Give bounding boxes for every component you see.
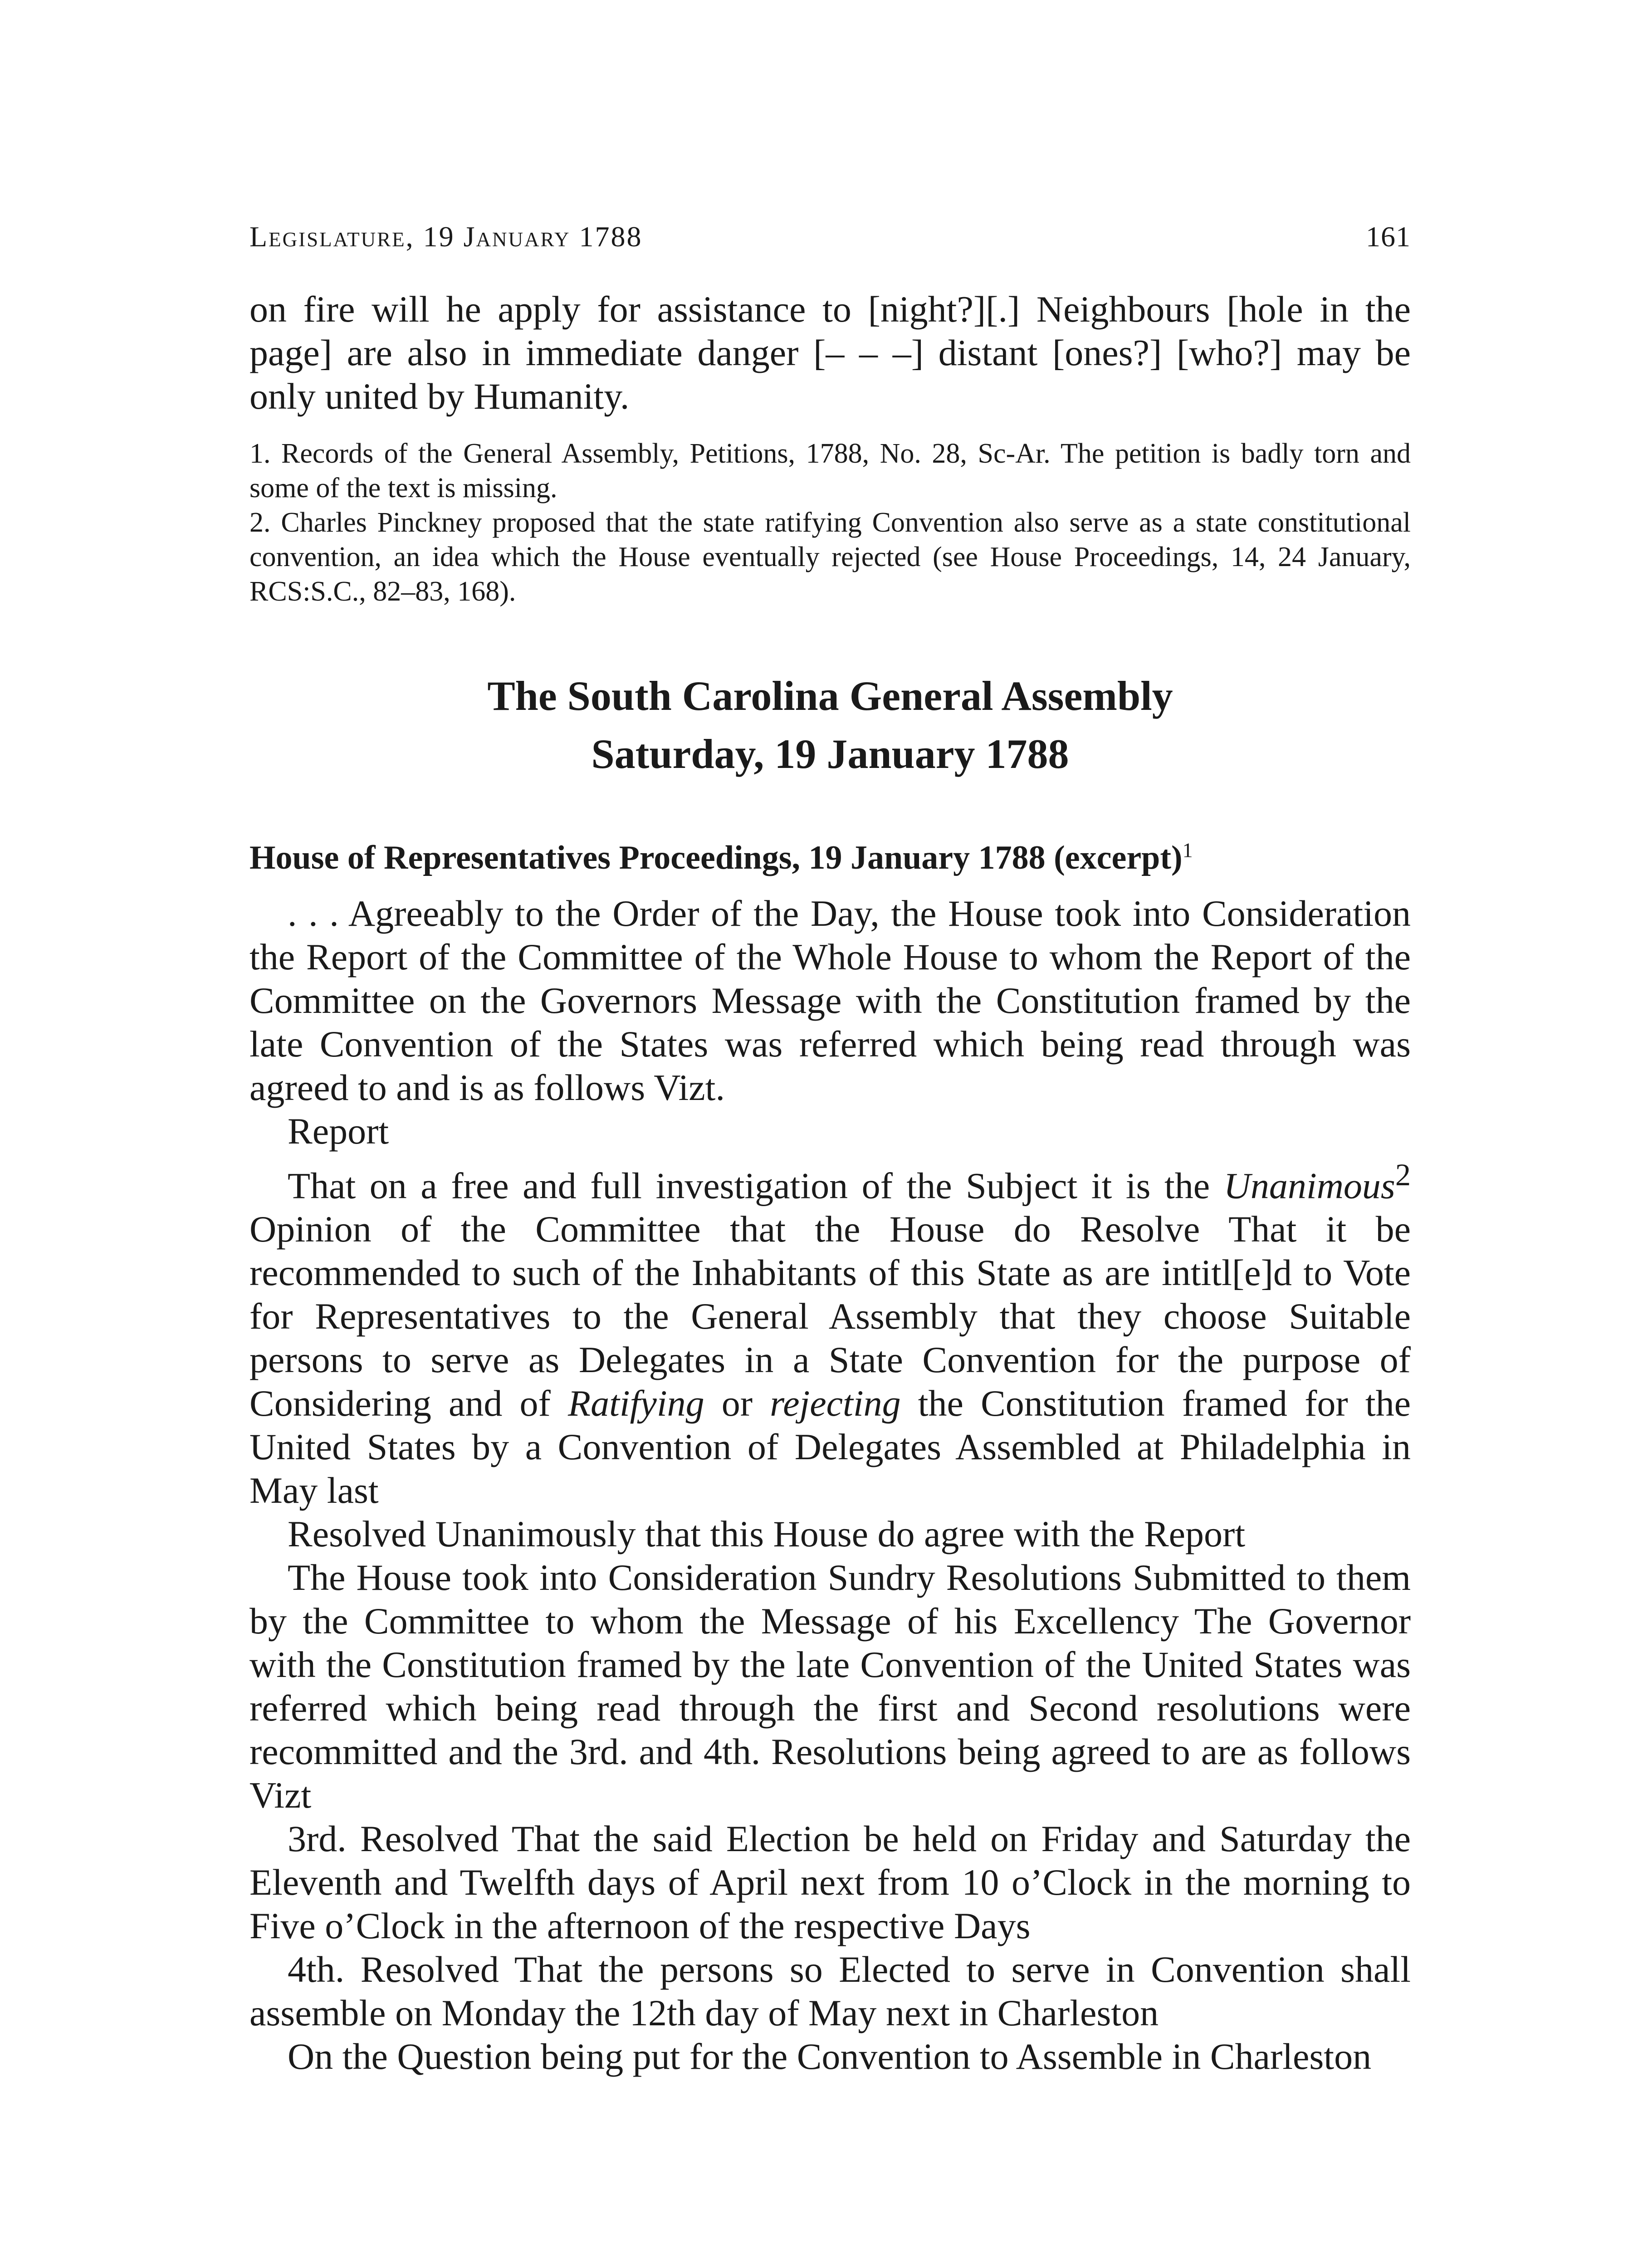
- report-text-d: the Constitution framed for the United States by a Convention of Delegates Assembled at Philadelphia in May last: [249, 1383, 1411, 1511]
- document-title-note-ref: 1: [1182, 838, 1193, 862]
- report-italic-rejecting: rejecting: [770, 1383, 901, 1424]
- report-text-c: or: [704, 1383, 770, 1424]
- paragraph-order-of-day: . . . Agreeably to the Order of the Day, the House took into Consideration the Report of the Committee of the Whole House to whom the Report of the Committee on the Governors Message with the Constitution framed by the late Convention of the States was referred which being read through was agreed to and is as follows Vizt.: [249, 893, 1411, 1108]
- paragraph-third-resolution: 3rd. Resolved That the said Election be held on Friday and Saturday the Eleventh and Twelfth days of April next from 10 o’Clock in the morning to Five o’Clock in the afternoon of the respective Days: [249, 1818, 1411, 1947]
- paragraph-resolved-unanimously: Resolved Unanimously that this House do agree with the Report: [288, 1513, 1246, 1555]
- report-text-a: That on a free and full investigation of the Subject it is the: [288, 1165, 1224, 1207]
- paragraph-report-body: [249, 1153, 1411, 1512]
- report-italic-ratifying: Ratifying: [568, 1383, 704, 1424]
- report-note-ref: 2: [1395, 1158, 1411, 1192]
- document-title-text: House of Representatives Proceedings, 19 January 1788 (excerpt): [249, 839, 1183, 876]
- report-text-b: Opinion of the Committee that the House do Resolve That it be recommended to such of the Inhabitants of this State as are intitl[e]d to Vote for Representatives to the General Assembly that they choose Suitable persons to serve as Delegates in a State Convention for the purpose of Considering and of: [249, 1208, 1411, 1424]
- paragraph-sundry-resolutions: The House took into Consideration Sundry Resolutions Submitted to them by the Committee to whom the Message of his Excellency The Governor with the Constitution framed by the late Convention of the United States was referred which being read through the first and Second resolutions were recommitted and the 3rd. and 4th. Resolutions being agreed to are as follows Vizt: [249, 1557, 1411, 1816]
- footnote-2: 2. Charles Pinckney proposed that the state ratifying Convention also serve as a state constitutional convention, an idea which the House eventually rejected (see House Proceedings, 14, 24 January, RCS:S.C., 82–83, 168).: [249, 507, 1411, 607]
- paragraph-report-label: Report: [288, 1110, 389, 1152]
- footnote-1: 1. Records of the General Assembly, Petitions, 1788, No. 28, Sc-Ar. The petition is badly torn and some of the text is missing.: [249, 438, 1411, 503]
- continued-text: on fire will he apply for assistance to [night?][.] Neighbours [hole in the page] are also in immediate danger [– – –] distant [ones?] [who?] may be only united by Humanity.: [249, 288, 1411, 417]
- section-heading-line-1: The South Carolina General Assembly: [487, 673, 1173, 719]
- running-head-title: Legislature, 19 January 1788: [249, 220, 643, 253]
- paragraph-fourth-resolution: 4th. Resolved That the persons so Elected to serve in Convention shall assemble on Monday the 12th day of May next in Charleston: [249, 1949, 1411, 2034]
- paragraph-question: On the Question being put for the Convention to Assemble in Charleston: [288, 2036, 1372, 2077]
- report-italic-unanimous: Unanimous: [1223, 1165, 1395, 1207]
- footnotes: [249, 436, 1411, 609]
- running-head: [249, 222, 1411, 251]
- page-number: 161: [1366, 220, 1411, 253]
- section-heading: [249, 667, 1411, 783]
- section-heading-line-2: Saturday, 19 January 1788: [591, 731, 1069, 777]
- document-page: [249, 222, 1411, 2078]
- document-title: [249, 837, 1411, 878]
